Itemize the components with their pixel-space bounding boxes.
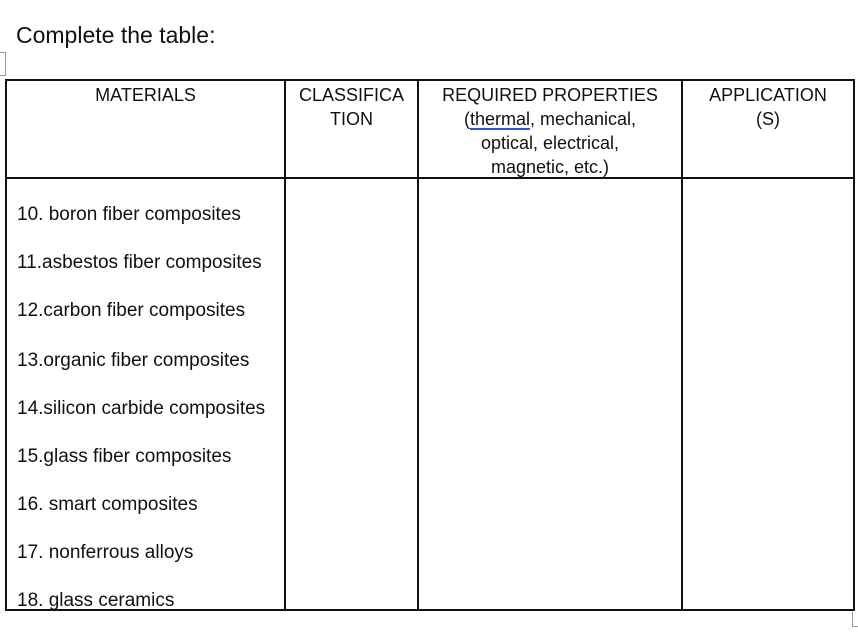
properties-rest-text: , mechanical, optical, electrical, magnetic, etc.) — [480, 109, 637, 177]
column-divider — [284, 81, 286, 609]
material-row: 13.organic fiber composites — [17, 350, 250, 371]
margin-mark — [852, 612, 858, 627]
materials-table — [5, 79, 855, 611]
margin-mark — [0, 52, 6, 76]
column-divider — [681, 81, 683, 609]
material-row: 18. glass ceramics — [17, 590, 175, 611]
page-title: Complete the table: — [16, 22, 216, 48]
properties-underlined-word: thermal — [469, 109, 530, 129]
material-row: 16. smart composites — [17, 494, 198, 515]
material-row: 17. nonferrous alloys — [17, 542, 194, 563]
material-row: 10. boron fiber composites — [17, 204, 241, 225]
material-row: 14.silicon carbide composites — [17, 398, 266, 419]
material-row: 12.carbon fiber composites — [17, 300, 246, 321]
header-classification: CLASSIFICA TION — [298, 85, 405, 129]
header-required-properties — [419, 83, 681, 179]
material-row: 15.glass fiber composites — [17, 446, 232, 467]
material-row: 11.asbestos fiber composites — [17, 252, 262, 273]
header-materials: MATERIALS — [95, 85, 196, 105]
properties-lead-text: REQUIRED PROPERTIES ( — [442, 85, 658, 129]
header-application: APPLICATION (S) — [709, 85, 827, 129]
